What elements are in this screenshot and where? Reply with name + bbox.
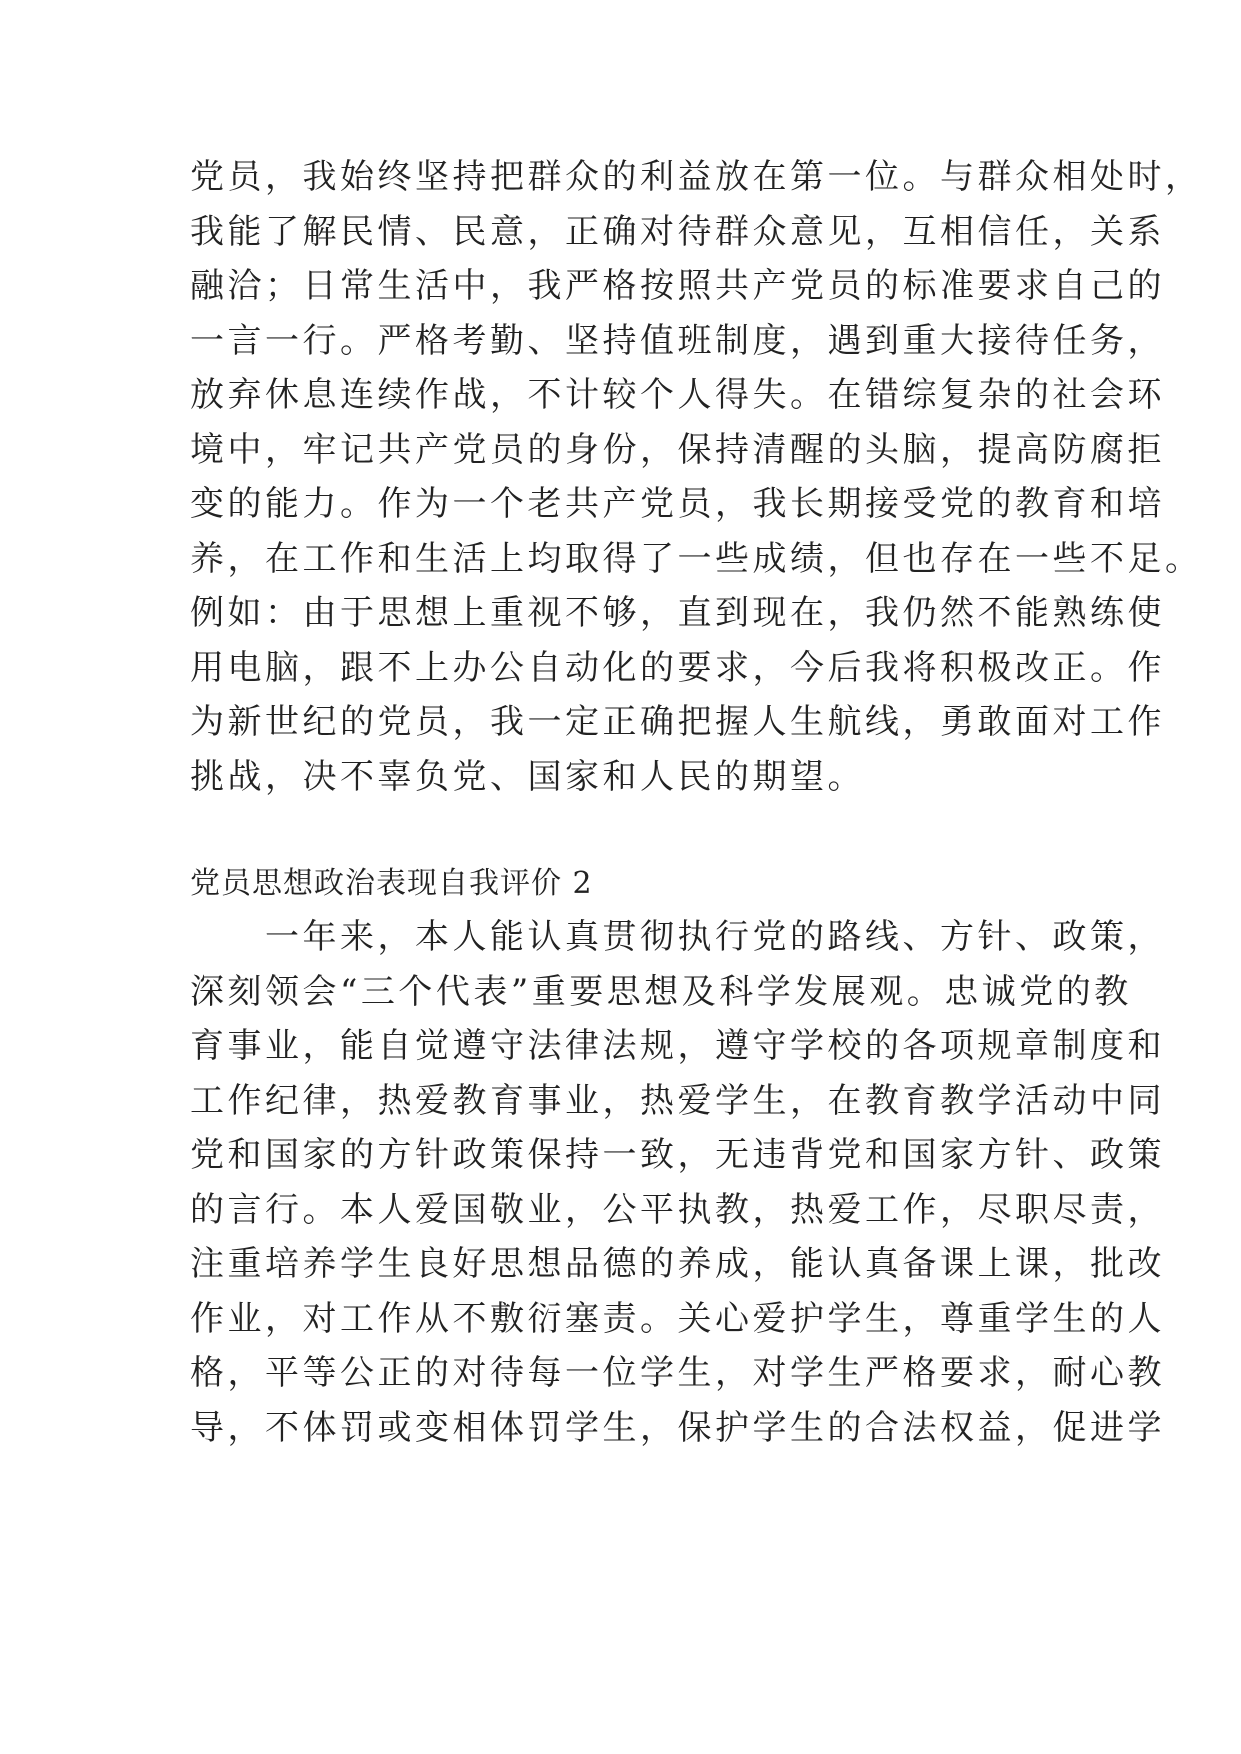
paragraph-line: 党和国家的方针政策保持一致，无违背党和国家方针、政策 [190, 1135, 1165, 1175]
section-heading: 党员思想政治表现自我评价 2 [190, 866, 593, 901]
paragraph-line: 导，不体罚或变相体罚学生，保护学生的合法权益，促进学 [190, 1408, 1165, 1448]
paragraph-line: 深刻领会“三个代表”重要思想及科学发展观。忠诚党的教 [190, 972, 1132, 1012]
paragraph-line: 养，在工作和生活上均取得了一些成绩，但也存在一些不足。 [190, 539, 1203, 579]
paragraph-line: 作业，对工作从不敷衍塞责。关心爱护学生，尊重学生的人 [190, 1299, 1165, 1339]
paragraph-line: 为新世纪的党员，我一定正确把握人生航线，勇敢面对工作 [190, 702, 1165, 742]
paragraph-line: 变的能力。作为一个老共产党员，我长期接受党的教育和培 [190, 484, 1165, 524]
paragraph-line: 的言行。本人爱国敬业，公平执教，热爱工作，尽职尽责， [190, 1190, 1165, 1230]
paragraph-line: 我能了解民情、民意，正确对待群众意见，互相信任，关系 [190, 212, 1165, 252]
paragraph-line: 境中，牢记共产党员的身份，保持清醒的头脑，提高防腐拒 [190, 430, 1165, 470]
paragraph-line: 注重培养学生良好思想品德的养成，能认真备课上课，批改 [190, 1244, 1165, 1284]
paragraph-line: 一年来，本人能认真贯彻执行党的路线、方针、政策， [190, 917, 1165, 957]
paragraph-line: 党员，我始终坚持把群众的利益放在第一位。与群众相处时， [190, 157, 1203, 197]
paragraph-line: 育事业，能自觉遵守法律法规，遵守学校的各项规章制度和 [190, 1026, 1165, 1066]
paragraph-line: 一言一行。严格考勤、坚持值班制度，遇到重大接待任务， [190, 321, 1165, 361]
paragraph-line: 融洽；日常生活中，我严格按照共产党员的标准要求自己的 [190, 266, 1165, 306]
paragraph-line: 例如：由于思想上重视不够，直到现在，我仍然不能熟练使 [190, 593, 1165, 633]
paragraph-line: 挑战，决不辜负党、国家和人民的期望。 [190, 757, 865, 797]
paragraph-line: 放弃休息连续作战，不计较个人得失。在错综复杂的社会环 [190, 375, 1165, 415]
paragraph-line: 格，平等公正的对待每一位学生，对学生严格要求，耐心教 [190, 1353, 1165, 1393]
paragraph-line: 用电脑，跟不上办公自动化的要求，今后我将积极改正。作 [190, 648, 1165, 688]
paragraph-line: 工作纪律，热爱教育事业，热爱学生，在教育教学活动中同 [190, 1081, 1165, 1121]
